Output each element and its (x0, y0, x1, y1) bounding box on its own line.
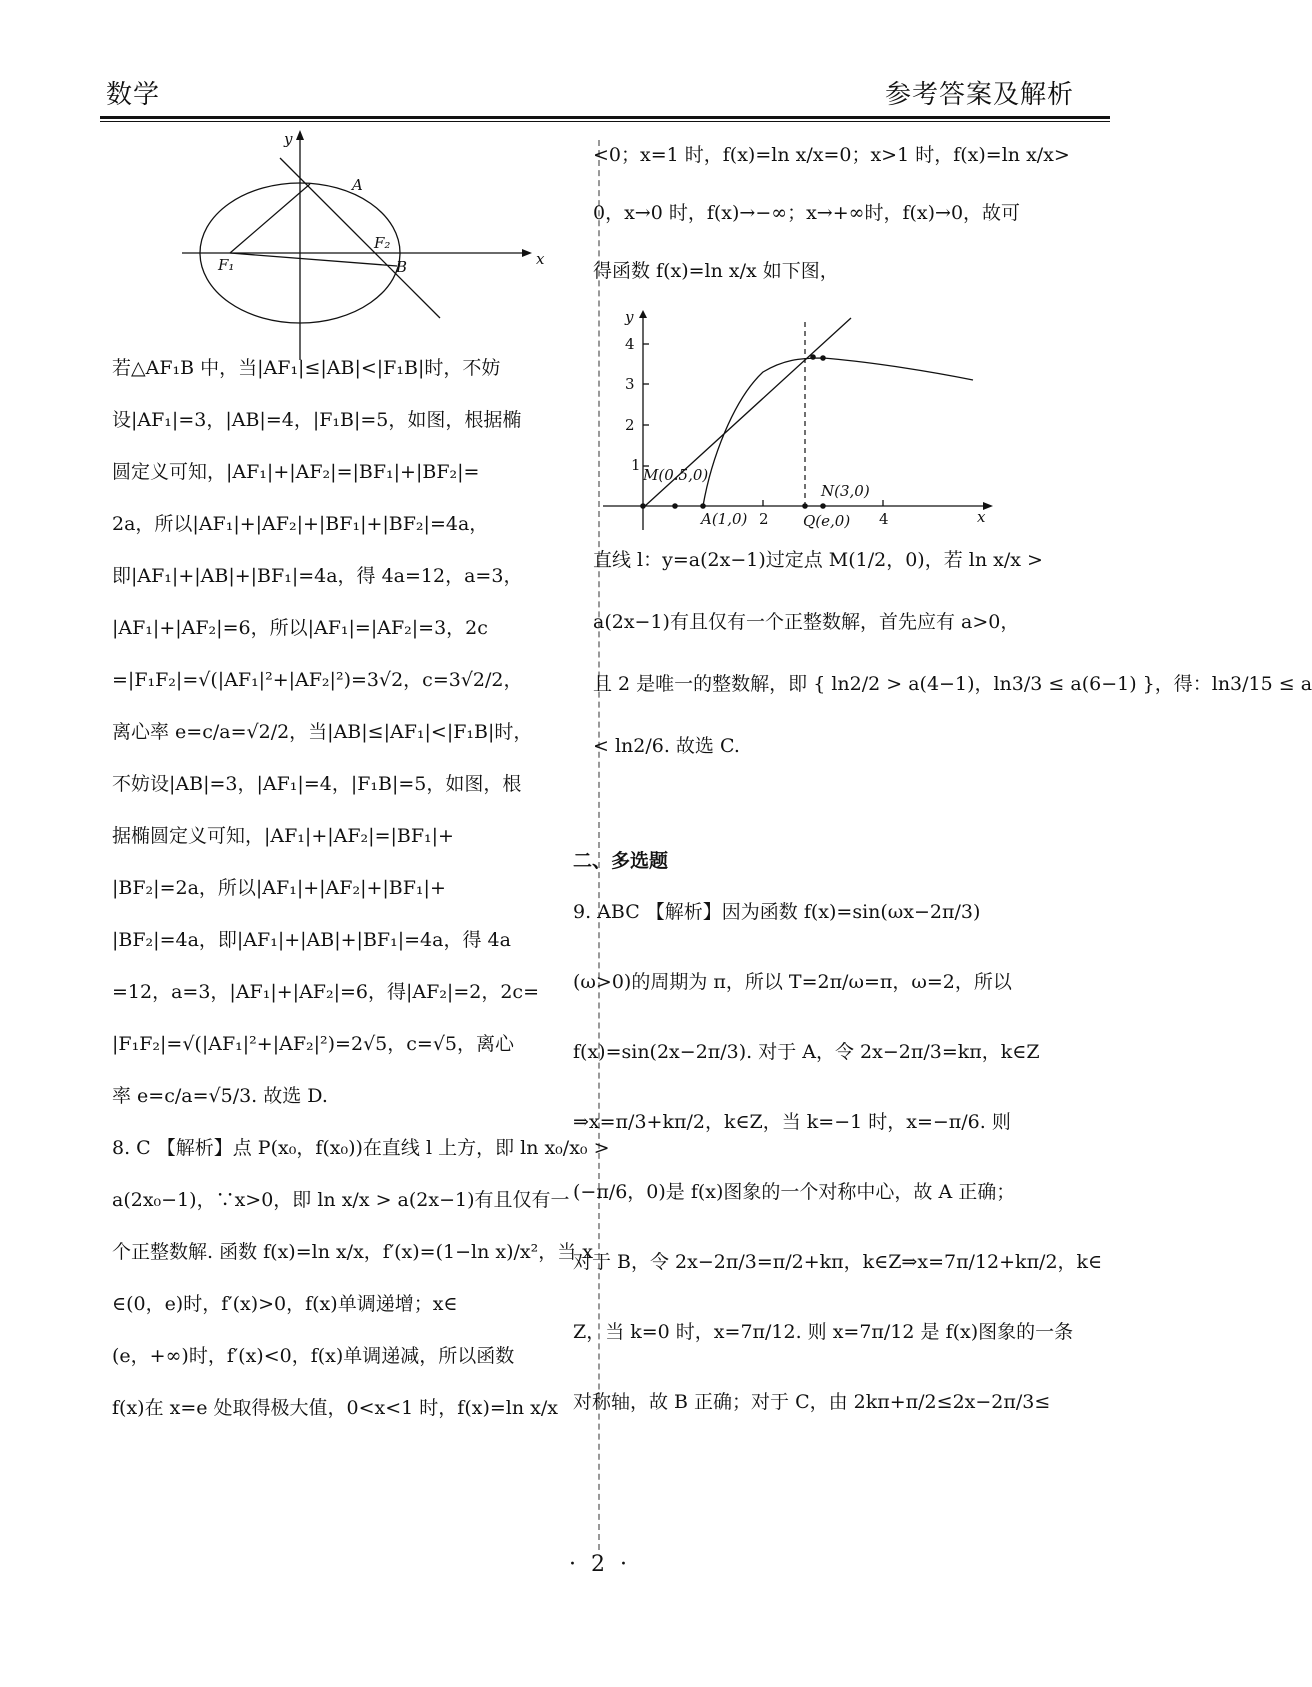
text-line: 率 e=c/a=√5/3. 故选 D. (112, 1085, 328, 1107)
segment-F1A (230, 184, 310, 253)
text-line: |BF₂|=2a，所以|AF₁|+|AF₂|+|BF₁|+ (112, 877, 446, 899)
tick-y1: 1 (631, 456, 641, 474)
text-line: 离心率 e=c/a=√2/2，当|AB|≤|AF₁|<|F₁B|时， (112, 721, 533, 743)
text-line: Z，当 k=0 时，x=7π/12. 则 x=7π/12 是 f(x)图象的一条 (573, 1321, 1074, 1343)
page-header (0, 0, 1200, 130)
point-origin (640, 503, 646, 509)
tick-x4: 4 (879, 510, 889, 528)
text-line: 对称轴，故 B 正确；对于 C，由 2kπ+π/2≤2x−2π/3≤ (573, 1391, 1051, 1413)
text-line: ∈(0，e)时，f′(x)>0，f(x)单调递增；x∈ (112, 1293, 458, 1315)
section-title: 参考答案及解析 (884, 80, 1074, 110)
text-line: 个正整数解. 函数 f(x)=ln x/x，f′(x)=(1−ln x)/x²，当 x (112, 1241, 593, 1263)
tick-x2: 2 (759, 510, 769, 528)
ellipse-figure (182, 128, 562, 360)
y-axis-arrow (296, 130, 304, 140)
text-line: 若△AF₁B 中，当|AF₁|≤|AB|<|F₁B|时，不妨 (112, 357, 501, 379)
text-line: 且 2 是唯一的整数解，即 { ln2/2 > a(4−1)，ln3/3 ≤ a(6−1) }，得：ln3/15 ≤ a (593, 673, 1312, 695)
segment-F1B (230, 253, 397, 266)
label-F1: F₁ (218, 256, 235, 274)
lnx-over-x-graph (603, 310, 993, 542)
page-number: · 2 · (569, 1552, 631, 1577)
text-line: 2a，所以|AF₁|+|AF₂|+|BF₁|+|BF₂|=4a， (112, 513, 489, 535)
text-line: a(2x₀−1)，∵x>0，即 ln x/x > a(2x−1)有且仅有一 (112, 1189, 570, 1211)
text-line: f(x)在 x=e 处取得极大值，0<x<1 时，f(x)=ln x/x (112, 1397, 558, 1419)
label-x: x (536, 250, 545, 268)
text-line: 圆定义可知，|AF₁|+|AF₂|=|BF₁|+|BF₂|= (112, 461, 480, 483)
y-axis-arrow (639, 310, 647, 318)
text-line: 9. ABC 【解析】因为函数 f(x)=sin(ωx−2π/3) (573, 901, 981, 923)
label-Q: Q(e,0) (803, 512, 851, 530)
text-line: (−π/6，0)是 f(x)图象的一个对称中心，故 A 正确； (573, 1181, 1016, 1203)
text-line: 不妨设|AB|=3，|AF₁|=4，|F₁B|=5，如图，根 (112, 773, 522, 795)
text-line: |BF₂|=4a，即|AF₁|+|AB|+|BF₁|=4a，得 4a (112, 929, 511, 951)
text-line: 直线 l：y=a(2x−1)过定点 M(1/2，0)，若 ln x/x > (593, 549, 1043, 571)
section-heading: 二、多选题 (573, 850, 669, 872)
text-line: (ω>0)的周期为 π，所以 T=2π/ω=π，ω=2，所以 (573, 971, 1012, 993)
text-line: f(x)=sin(2x−2π/3). 对于 A，令 2x−2π/3=kπ，k∈Z (573, 1041, 1040, 1063)
tick-y3: 3 (625, 375, 635, 393)
tick-y4: 4 (625, 335, 635, 353)
label-A: A(1,0) (701, 510, 748, 528)
text-line: |F₁F₂|=√(|AF₁|²+|AF₂|²)=2√5，c=√5，离心 (112, 1033, 515, 1055)
text-line: (e，+∞)时，f′(x)<0，f(x)单调递减，所以函数 (112, 1345, 515, 1367)
text-line: a(2x−1)有且仅有一个正整数解，首先应有 a>0， (593, 611, 1020, 633)
x-axis-arrow (522, 249, 532, 257)
tick-y2: 2 (625, 416, 635, 434)
text-line: <0；x=1 时，f(x)=ln x/x=0；x>1 时，f(x)=ln x/x> (593, 144, 1070, 166)
header-rule (100, 116, 1110, 119)
text-line: 8. C 【解析】点 P(x₀，f(x₀))在直线 l 上方，即 ln x₀/x₀ > (112, 1137, 610, 1159)
text-line: =12，a=3，|AF₁|+|AF₂|=6，得|AF₂|=2，2c= (112, 981, 539, 1003)
text-line: 0，x→0 时，f(x)→−∞；x→+∞时，f(x)→0，故可 (593, 202, 1021, 224)
header-rule-thin (100, 121, 1110, 122)
label-M: M(0.5,0) (643, 466, 709, 484)
label-y: y (625, 308, 634, 326)
point-N (820, 503, 826, 509)
text-line: 即|AF₁|+|AB|+|BF₁|=4a，得 4a=12，a=3， (112, 565, 523, 587)
label-x: x (977, 508, 986, 526)
text-line: < ln2/6. 故选 C. (593, 735, 740, 757)
label-F2: F₂ (374, 234, 391, 252)
text-line: 据椭圆定义可知，|AF₁|+|AF₂|=|BF₁|+ (112, 825, 454, 847)
text-line: 设|AF₁|=3，|AB|=4，|F₁B|=5，如图，根据椭 (112, 409, 522, 431)
text-line: 对于 B，令 2x−2π/3=π/2+kπ，k∈Z⇒x=7π/12+kπ/2，k∈ (573, 1251, 1103, 1273)
subject-title: 数学 (106, 80, 161, 110)
text-line: 得函数 f(x)=ln x/x 如下图， (593, 260, 839, 282)
label-y: y (284, 130, 293, 148)
point-A (700, 503, 706, 509)
label-N: N(3,0) (821, 482, 870, 500)
text-line: ⇒x=π/3+kπ/2，k∈Z，当 k=−1 时，x=−π/6. 则 (573, 1111, 1011, 1133)
label-B: B (396, 258, 408, 276)
text-line: =|F₁F₂|=√(|AF₁|²+|AF₂|²)=3√2，c=3√2/2， (112, 669, 523, 691)
label-A: A (352, 176, 363, 194)
point-Q (802, 503, 808, 509)
intersection-2 (820, 355, 826, 361)
intersection-1 (810, 354, 816, 360)
point-M (672, 503, 678, 509)
text-line: |AF₁|+|AF₂|=6，所以|AF₁|=|AF₂|=3，2c (112, 617, 488, 639)
